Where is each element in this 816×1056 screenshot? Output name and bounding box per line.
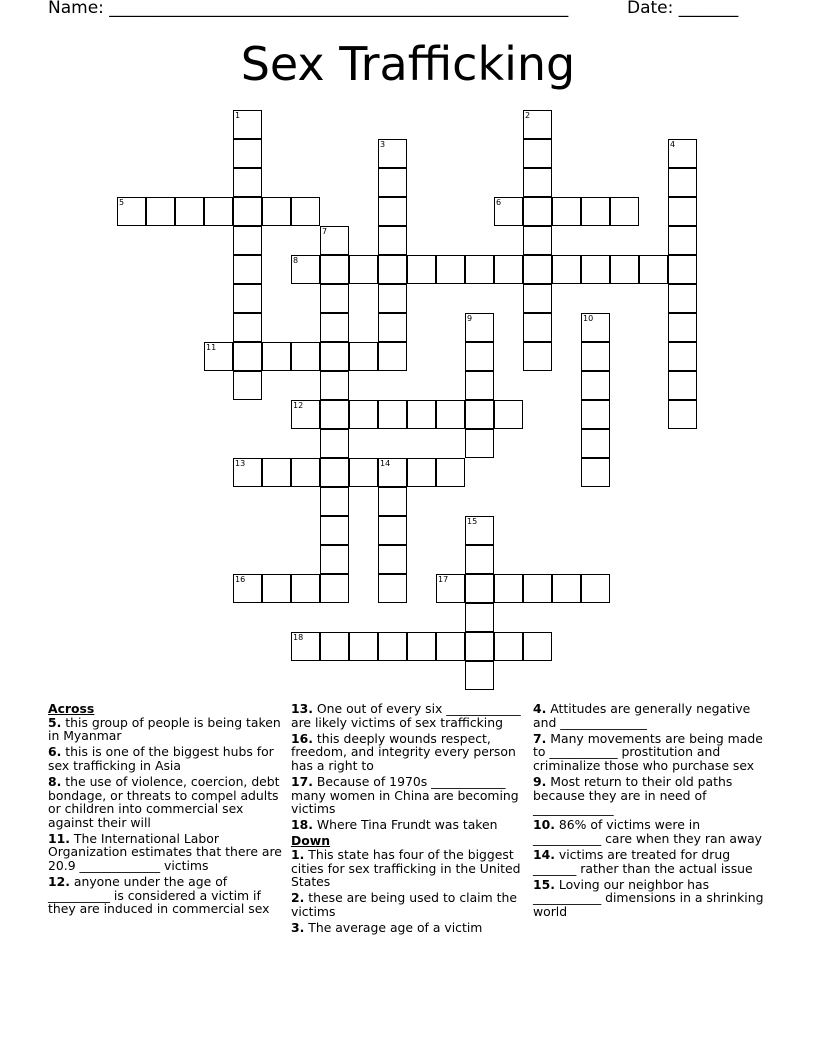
grid-cell[interactable] [668,371,697,400]
cell-number: 10 [583,314,594,323]
grid-cell[interactable] [233,371,262,400]
grid-cell[interactable] [494,197,523,226]
grid-cell[interactable] [320,516,349,545]
grid-cell[interactable] [291,458,320,487]
grid-cell[interactable] [436,255,465,284]
grid-cell[interactable] [320,226,349,255]
grid-cell[interactable] [523,226,552,255]
grid-cell[interactable] [668,197,697,226]
grid-cell[interactable] [233,197,262,226]
grid-cell[interactable] [233,110,262,139]
grid-cell[interactable] [320,313,349,342]
grid-cell[interactable] [233,313,262,342]
grid-cell[interactable] [378,197,407,226]
grid-cell[interactable] [291,342,320,371]
clues-column-2 [291,702,527,937]
cell-number: 3 [380,140,386,149]
grid-cell[interactable] [262,574,291,603]
grid-cell[interactable] [233,168,262,197]
cell-number: 14 [380,459,391,468]
clue-across-17: 17. Because of 1970s ____________ many women in China are becoming victims [291,773,519,817]
down-heading: Down [291,833,331,849]
grid-cell[interactable] [378,139,407,168]
grid-cell[interactable] [552,197,581,226]
grid-cell[interactable] [378,400,407,429]
grid-cell[interactable] [523,197,552,226]
grid-cell[interactable] [320,574,349,603]
clue-down-15: 15. Loving our neighbor has ___________ dimensions in a shrinking world [533,876,764,919]
grid-cell[interactable] [291,632,320,661]
grid-cell[interactable] [407,255,436,284]
grid-cell[interactable] [581,371,610,400]
grid-cell[interactable] [552,255,581,284]
grid-cell[interactable] [291,574,320,603]
grid-cell[interactable] [320,400,349,429]
grid-cell[interactable] [320,487,349,516]
grid-cell[interactable] [378,342,407,371]
grid-cell[interactable] [233,139,262,168]
grid-cell[interactable] [262,342,291,371]
grid-cell[interactable] [581,458,610,487]
grid-cell[interactable] [233,284,262,313]
cell-number: 4 [670,140,676,149]
clue-across-16: 16. this deeply wounds respect, freedom, and integrity every person has a right to [291,730,516,773]
grid-cell[interactable] [668,342,697,371]
grid-cell[interactable] [291,255,320,284]
grid-cell[interactable] [378,632,407,661]
grid-cell[interactable] [262,197,291,226]
grid-cell[interactable] [465,603,494,632]
clue-down-2: 2. these are being used to claim the victims [291,890,517,919]
grid-cell[interactable] [146,197,175,226]
grid-cell[interactable] [581,400,610,429]
grid-cell[interactable] [320,632,349,661]
cell-number: 6 [496,198,502,207]
grid-cell[interactable] [465,516,494,545]
grid-cell[interactable] [668,226,697,255]
clues-column-3 [533,702,769,921]
grid-cell[interactable] [320,429,349,458]
clue-across-8: 8. the use of violence, coercion, debt bondage, or threats to compel adults or children into commercial sex against their will [48,773,280,830]
grid-cell[interactable] [320,342,349,371]
grid-cell[interactable] [465,429,494,458]
cell-number: 9 [467,314,473,323]
cell-number: 7 [322,227,328,236]
grid-cell[interactable] [320,255,349,284]
grid-cell[interactable] [175,197,204,226]
cell-number: 11 [206,343,217,352]
clue-down-9: 9. Most return to their old paths because they are in need of _____________ [533,773,733,817]
grid-cell[interactable] [349,255,378,284]
grid-cell[interactable] [291,400,320,429]
grid-cell[interactable] [581,574,610,603]
grid-cell[interactable] [320,458,349,487]
grid-cell[interactable] [494,255,523,284]
grid-cell[interactable] [407,400,436,429]
grid-cell[interactable] [668,284,697,313]
grid-cell[interactable] [552,574,581,603]
cell-number: 12 [293,401,304,410]
grid-cell[interactable] [378,284,407,313]
grid-cell[interactable] [581,313,610,342]
grid-cell[interactable] [407,632,436,661]
grid-cell[interactable] [320,545,349,574]
grid-cell[interactable] [610,197,639,226]
grid-cell[interactable] [465,661,494,690]
cell-number: 13 [235,459,246,468]
grid-cell[interactable] [668,255,697,284]
grid-cell[interactable] [233,226,262,255]
grid-cell[interactable] [581,429,610,458]
grid-cell[interactable] [320,371,349,400]
grid-cell[interactable] [233,255,262,284]
grid-cell[interactable] [668,139,697,168]
grid-cell[interactable] [349,632,378,661]
grid-cell[interactable] [233,458,262,487]
grid-cell[interactable] [349,458,378,487]
grid-cell[interactable] [465,313,494,342]
clue-across-13: 13. One out of every six ____________ are likely victims of sex trafficking [291,701,521,730]
grid-cell[interactable] [523,313,552,342]
grid-cell[interactable] [378,255,407,284]
clue-down-3: 3. The average age of a victim [291,919,483,935]
grid-cell[interactable] [581,255,610,284]
grid-cell[interactable] [465,371,494,400]
grid-cell[interactable] [465,574,494,603]
grid-cell[interactable] [523,168,552,197]
grid-cell[interactable] [378,516,407,545]
cell-number: 8 [293,256,299,265]
grid-cell[interactable] [523,574,552,603]
grid-cell[interactable] [349,400,378,429]
grid-cell[interactable] [436,458,465,487]
grid-cell[interactable] [639,255,668,284]
cell-number: 1 [235,111,241,120]
grid-cell[interactable] [378,487,407,516]
grid-cell[interactable] [378,574,407,603]
grid-cell[interactable] [523,139,552,168]
grid-cell[interactable] [668,168,697,197]
grid-cell[interactable] [233,342,262,371]
grid-cell[interactable] [117,197,146,226]
date-label: Date: _______ [627,0,739,18]
grid-cell[interactable] [668,313,697,342]
clue-down-1: 1. This state has four of the biggest cities for sex trafficking in the United States [291,846,521,890]
grid-cell[interactable] [465,342,494,371]
grid-cell[interactable] [494,574,523,603]
cell-number: 2 [525,111,531,120]
name-label: Name: ______________________________________________________ [48,0,569,18]
clues-column-1 [48,702,284,918]
clue-down-14: 14. victims are treated for drug _______ rather than the actual issue [533,846,753,876]
cell-number: 15 [467,517,478,526]
cell-number: 5 [119,198,125,207]
grid-cell[interactable] [378,545,407,574]
clue-across-18: 18. Where Tina Frundt was taken [291,817,498,833]
clue-down-10: 10. 86% of victims were in ___________ care when they ran away [533,817,763,846]
grid-cell[interactable] [378,168,407,197]
clue-down-4: 4. Attitudes are generally negative and ______________ [533,701,751,730]
page-title: Sex Trafficking [240,37,576,91]
grid-cell[interactable] [465,545,494,574]
grid-cell[interactable] [523,284,552,313]
grid-cell[interactable] [668,400,697,429]
grid-cell[interactable] [320,284,349,313]
grid-cell[interactable] [436,400,465,429]
clue-across-6: 6. this is one of the biggest hubs for sex trafficking in Asia [48,744,274,773]
grid-cell[interactable] [465,400,494,429]
cell-number: 17 [438,575,449,584]
grid-cell[interactable] [204,197,233,226]
grid-cell[interactable] [523,110,552,139]
grid-cell[interactable] [233,574,262,603]
grid-cell[interactable] [581,342,610,371]
clue-across-5: 5. this group of people is being taken in Myanmar [48,714,281,744]
grid-cell[interactable] [349,342,378,371]
cell-number: 16 [235,575,246,584]
grid-cell[interactable] [204,342,233,371]
grid-cell[interactable] [523,342,552,371]
grid-cell[interactable] [523,255,552,284]
grid-cell[interactable] [581,197,610,226]
grid-cell[interactable] [494,400,523,429]
clue-across-12: 12. anyone under the age of __________ is considered a victim if they are induced in commercial sex [48,874,270,917]
grid-cell[interactable] [436,574,465,603]
grid-cell[interactable] [494,632,523,661]
grid-cell[interactable] [436,632,465,661]
grid-cell[interactable] [407,458,436,487]
grid-cell[interactable] [610,255,639,284]
grid-cell[interactable] [465,255,494,284]
grid-cell[interactable] [378,313,407,342]
clue-down-7: 7. Many movements are being made to ___________ prostitution and criminalize those who purchase sex [533,730,763,773]
grid-cell[interactable] [378,458,407,487]
across-heading: Across [48,701,95,716]
grid-cell[interactable] [291,197,320,226]
grid-cell[interactable] [262,458,291,487]
grid-cell[interactable] [523,632,552,661]
clue-across-11: 11. The International Labor Organization estimates that there are 20.9 _____________ victims [48,830,282,874]
grid-cell[interactable] [378,226,407,255]
grid-cell[interactable] [465,632,494,661]
cell-number: 18 [293,633,304,642]
